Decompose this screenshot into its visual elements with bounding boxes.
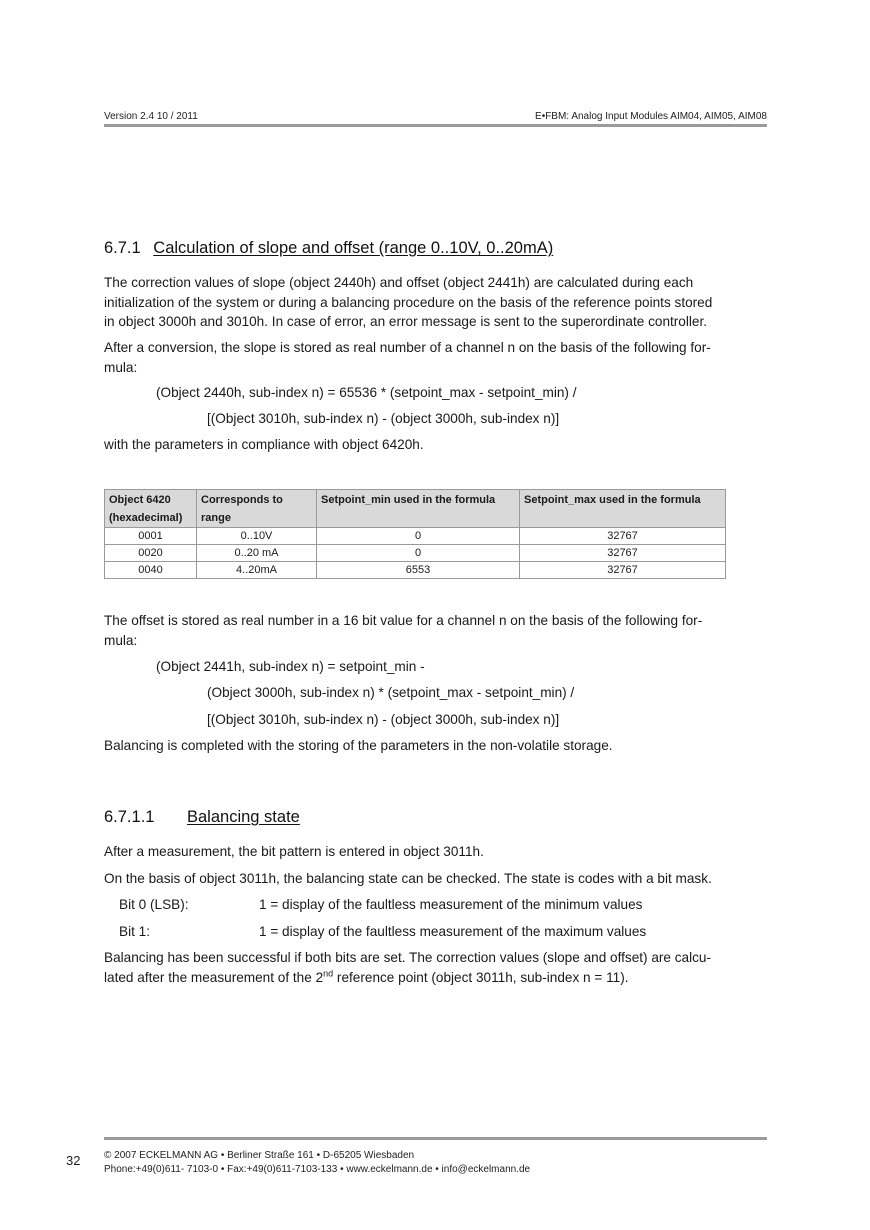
formula-slope-line1: (Object 2440h, sub-index n) = 65536 * (setpoint_max - setpoint_min) / xyxy=(156,385,577,400)
table-row xyxy=(105,528,726,545)
subsection-number: 6.7.1.1 xyxy=(104,808,155,826)
paragraph-slope xyxy=(104,338,711,377)
bit1-label: Bit 1: xyxy=(119,924,150,939)
table-cell: 0 xyxy=(317,545,520,562)
table-cell: 6553 xyxy=(317,562,520,579)
footer-address: © 2007 ECKELMANN AG • Berliner Straße 161 • D-65205 Wiesbaden xyxy=(104,1150,415,1161)
table-cell: 32767 xyxy=(520,528,726,545)
table-cell: 0 xyxy=(317,528,520,545)
table-row xyxy=(105,545,726,562)
paragraph-offset xyxy=(104,611,702,650)
paragraph-measurement: After a measurement, the bit pattern is entered in object 3011h. xyxy=(104,844,484,859)
text-line: After a conversion, the slope is stored as real number of a channel n on the basis of the following for- xyxy=(104,340,711,355)
table-header: Setpoint_min used in the formula xyxy=(317,490,520,528)
table-cell: 32767 xyxy=(520,562,726,579)
subsection-heading xyxy=(104,808,300,827)
text-line: initialization of the system or during a balancing procedure on the basis of the reference points stored xyxy=(104,294,713,310)
table-cell: 4..20mA xyxy=(197,562,317,579)
table-header: Object 6420 (hexadecimal) xyxy=(105,490,197,528)
paragraph-balancing-complete: Balancing is completed with the storing of the parameters in the non-volatile storage. xyxy=(104,738,613,753)
table-cell: 0001 xyxy=(105,528,197,545)
formula-slope-line2: [(Object 3010h, sub-index n) - (object 3000h, sub-index n)] xyxy=(207,411,560,426)
bit1-text: 1 = display of the faultless measurement of the maximum values xyxy=(259,924,647,939)
section-heading xyxy=(104,239,553,258)
bit0-text: 1 = display of the faultless measurement of the minimum values xyxy=(259,897,643,912)
text-line: mula: xyxy=(104,359,138,375)
paragraph-state: On the basis of object 3011h, the balancing state can be checked. The state is codes with a bit mask. xyxy=(104,871,712,886)
page-number: 32 xyxy=(66,1153,81,1168)
range-table xyxy=(104,489,726,579)
table-row xyxy=(105,562,726,579)
footer-rule xyxy=(104,1137,767,1140)
bit0-label: Bit 0 (LSB): xyxy=(119,897,189,912)
text-line: The offset is stored as real number in a 16 bit value for a channel n on the basis of the following for- xyxy=(104,613,703,628)
formula-offset-line3: [(Object 3010h, sub-index n) - (object 3000h, sub-index n)] xyxy=(207,712,560,727)
table-cell: 0040 xyxy=(105,562,197,579)
formula-offset-line2: (Object 3000h, sub-index n) * (setpoint_max - setpoint_min) / xyxy=(207,685,575,700)
table-cell: 0020 xyxy=(105,545,197,562)
paragraph-intro xyxy=(104,273,712,332)
paragraph-success xyxy=(104,948,711,987)
section-title: Calculation of slope and offset (range 0..10V, 0..20mA) xyxy=(153,239,554,257)
table-header-row xyxy=(105,490,726,528)
paragraph-parameters: with the parameters in compliance with object 6420h. xyxy=(104,437,424,452)
formula-offset-line1: (Object 2441h, sub-index n) = setpoint_min - xyxy=(156,659,425,674)
section-number: 6.7.1 xyxy=(104,239,141,257)
footer-contact: Phone:+49(0)611- 7103-0 • Fax:+49(0)611-7103-133 • www.eckelmann.de • info@eckelmann.de xyxy=(104,1164,531,1175)
header-version: Version 2.4 10 / 2011 xyxy=(104,111,198,122)
text-line: lated after the measurement of the 2nd reference point (object 3011h, sub-index n = 11). xyxy=(104,967,629,985)
table-header: Corresponds to range xyxy=(197,490,317,528)
table-cell: 0..20 mA xyxy=(197,545,317,562)
table-header: Setpoint_max used in the formula xyxy=(520,490,726,528)
table-cell: 0..10V xyxy=(197,528,317,545)
subsection-title: Balancing state xyxy=(187,808,300,826)
header-doc-title: E•FBM: Analog Input Modules AIM04, AIM05, AIM08 xyxy=(535,111,767,122)
text-line: Balancing has been successful if both bits are set. The correction values (slope and offset) are calcu- xyxy=(104,950,712,965)
text-line: mula: xyxy=(104,632,138,648)
header-rule xyxy=(104,124,767,127)
text-line: The correction values of slope (object 2440h) and offset (object 2441h) are calculated during each xyxy=(104,275,694,290)
text-line: in object 3000h and 3010h. In case of error, an error message is sent to the superordinate controller. xyxy=(104,314,708,329)
table-cell: 32767 xyxy=(520,545,726,562)
